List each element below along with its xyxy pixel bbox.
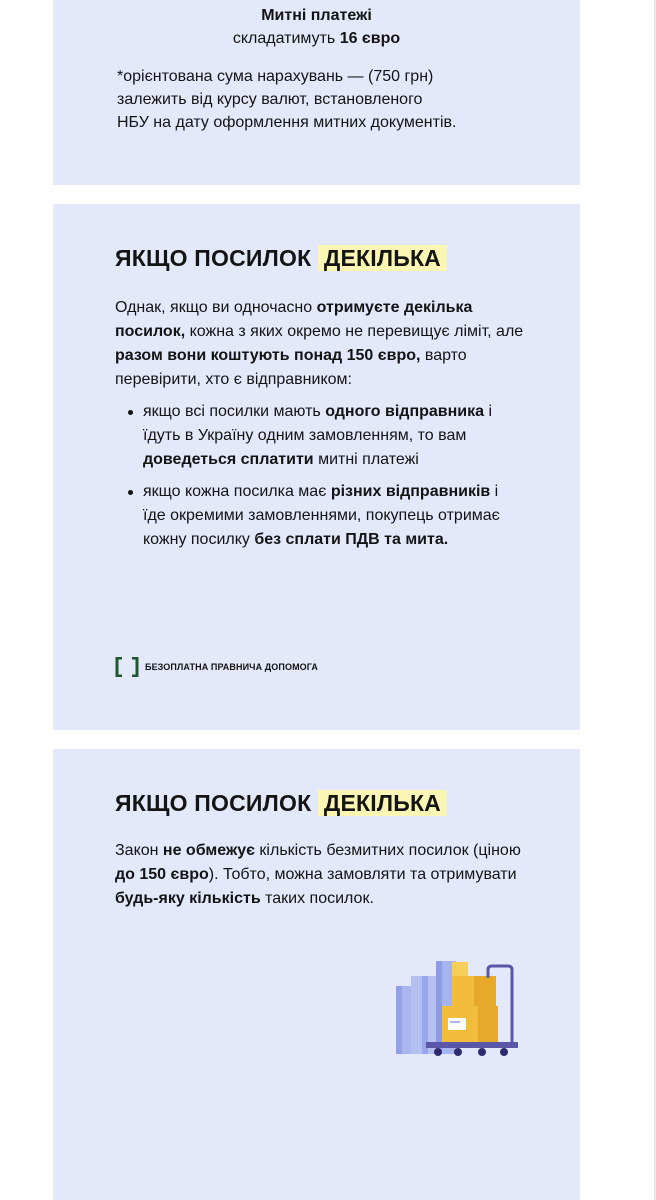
- conditions-list: [115, 400, 565, 560]
- customs-fee-title: Митні платежі: [261, 7, 372, 24]
- heading-highlight: ДЕКІЛЬКА: [318, 790, 447, 816]
- bullet-icon: [128, 410, 133, 415]
- list-item: якщо кожна посилка має різних відправників і їде окремими замовленнями, покупець отримає кожну посилку без сплати ПДВ та мита.: [115, 480, 518, 552]
- bracket-logo-icon: [115, 657, 139, 677]
- law-paragraph: Закон не обмежує кількість безмитних посилок (ціною до 150 євро). Тобто, можна замовляти та отримувати будь-яку кількість таких посилок.: [115, 842, 521, 907]
- customs-fee-amount: складатимуть 16 євро: [232, 30, 401, 47]
- several-parcels-card: [53, 204, 580, 730]
- logo-text: БЕЗОПЛАТНА ПРАВНИЧА ДОПОМОГА: [145, 662, 319, 672]
- intro-paragraph: Однак, якщо ви одночасно отримуєте декілька посилок, кожна з яких окремо не перевищує ліміт, але разом вони коштують понад 150 євро, варто перевірити, хто є відправником:: [115, 299, 524, 388]
- heading-highlight: ДЕКІЛЬКА: [318, 245, 447, 271]
- card-heading: ЯКЩО ПОСИЛОК ДЕКІЛЬКА: [115, 242, 447, 274]
- boxes-trolley-illustration: [396, 954, 521, 1064]
- customs-fee-card: [53, 0, 580, 185]
- customs-fee-note: *орієнтована сума нарахувань — (750 грн) залежить від курсу валют, встановленого НБУ на дату оформлення митних документів.: [117, 68, 457, 131]
- unlimited-parcels-card: [53, 749, 580, 1200]
- legal-aid-logo: [115, 657, 318, 677]
- list-item: якщо всі посилки мають одного відправника і їдуть в Україну одним замовленням, то вам доведеться сплатити митні платежі: [115, 400, 515, 472]
- bullet-icon: [128, 490, 133, 495]
- card-heading: ЯКЩО ПОСИЛОК ДЕКІЛЬКА: [115, 787, 447, 819]
